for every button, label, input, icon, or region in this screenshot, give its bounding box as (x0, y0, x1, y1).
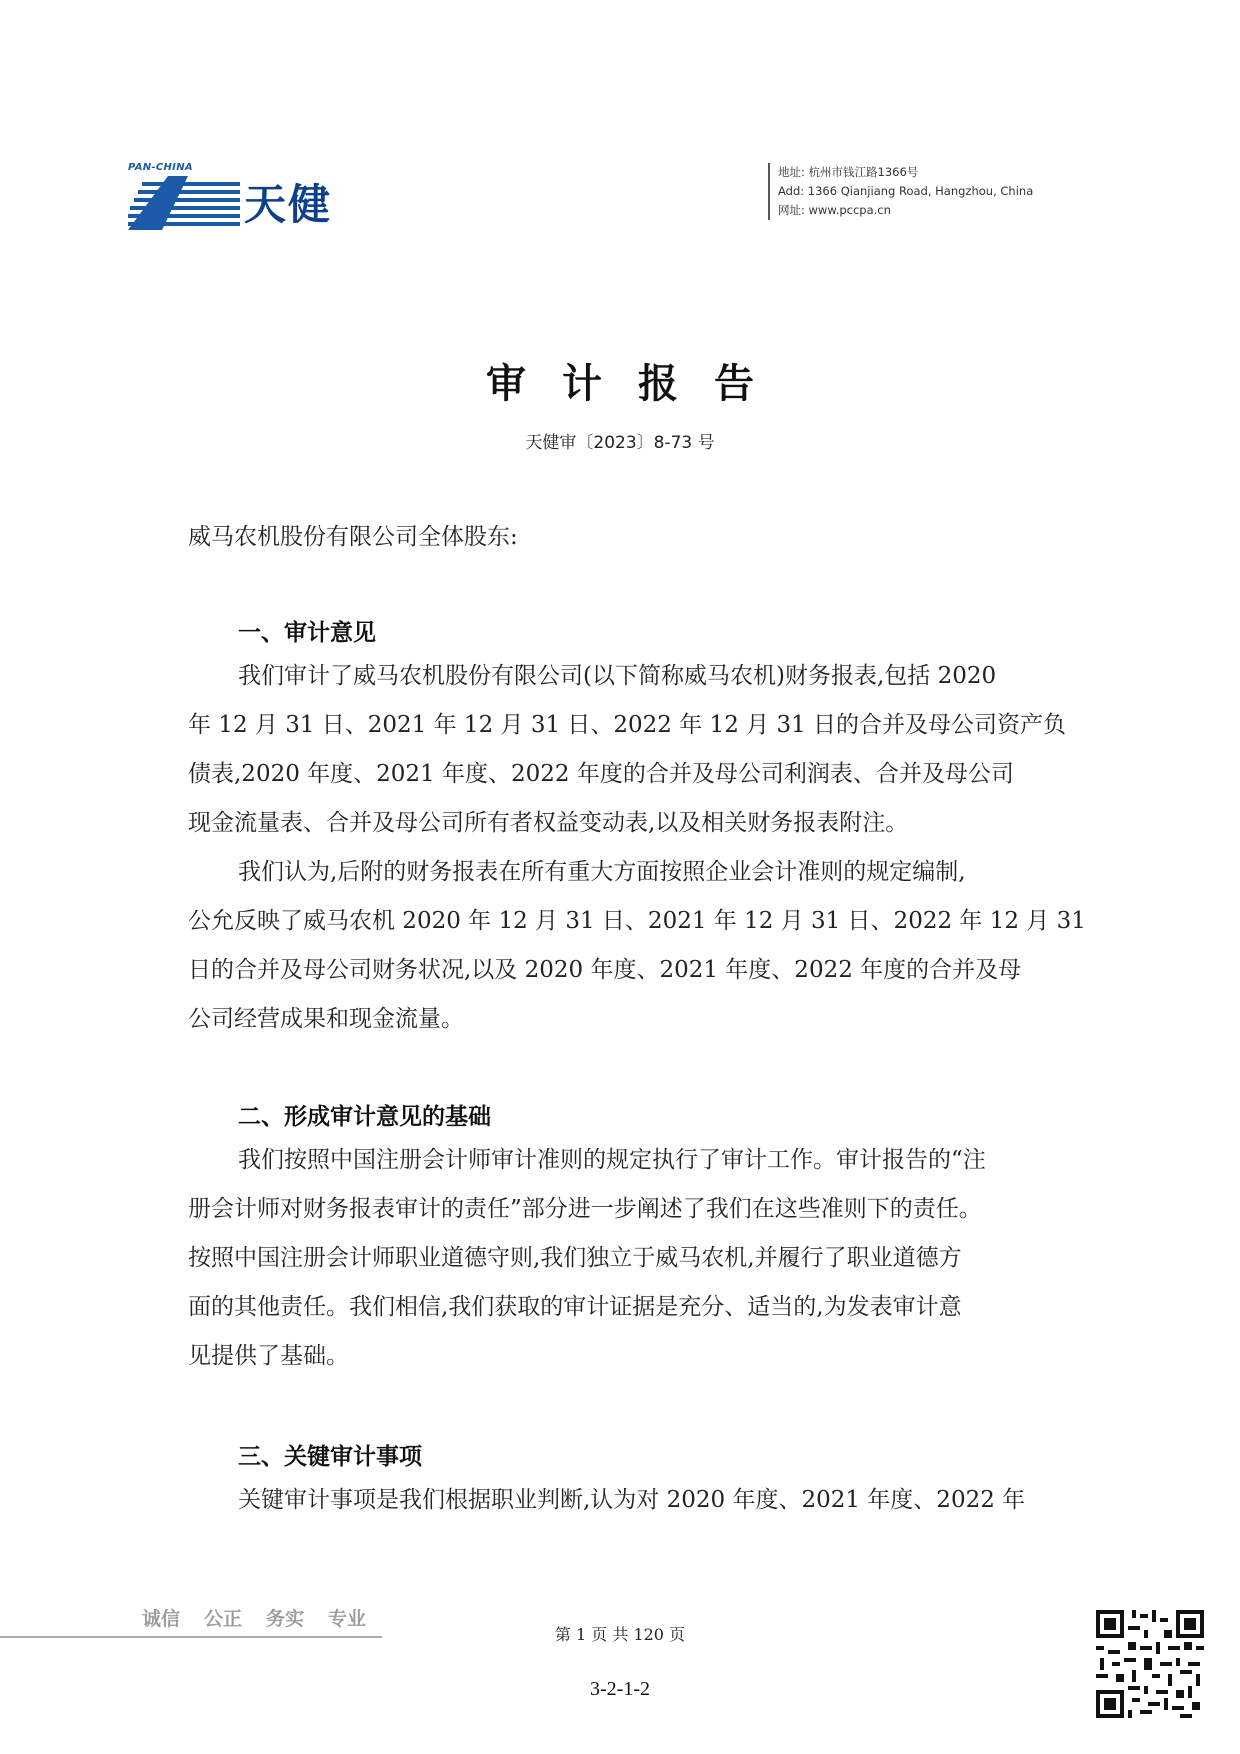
section-heading-key-matters: 三、关键审计事项 (238, 1444, 422, 1470)
logo-brand-text: PAN-CHINA (128, 162, 193, 173)
paragraph-basis (188, 1136, 1048, 1381)
text-line: 年 12 月 31 日、2021 年 12 月 31 日、2022 年 12 月 31 日的合并及母公司资产负 (188, 712, 1067, 738)
slogan-item: 诚信 (142, 1608, 181, 1630)
website: 网址: www.pccpa.cn (778, 203, 891, 217)
text-line: 公允反映了威马农机 2020 年 12 月 31 日、2021 年 12 月 31 日、2022 年 12 月 31 (188, 908, 1086, 934)
document-number: 天健审〔2023〕8-73 号 (525, 433, 715, 453)
slogan-item: 公正 (204, 1608, 243, 1630)
text-line: 我们按照中国注册会计师审计准则的规定执行了审计工作。审计报告的“注 (238, 1147, 986, 1173)
qr-code-icon (1096, 1610, 1204, 1718)
text-line: 册会计师对财务报表审计的责任”部分进一步阐述了我们在这些准则下的责任。 (188, 1196, 982, 1222)
slogan-item: 务实 (266, 1608, 305, 1630)
header-contact-info (768, 163, 1033, 220)
text-line: 债表,2020 年度、2021 年度、2022 年度的合并及母公司利润表、合并及母公司 (188, 761, 1014, 787)
section-heading-basis: 二、形成审计意见的基础 (238, 1104, 491, 1130)
page-indicator: 第 1 页 共 120 页 (554, 1625, 686, 1644)
text-line: 公司经营成果和现金流量。 (188, 1006, 464, 1032)
text-line: 关键审计事项是我们根据职业判断,认为对 2020 年度、2021 年度、2022 年 (238, 1487, 1026, 1513)
paragraph-key-matters (188, 1476, 1048, 1525)
text-line: 日的合并及母公司财务状况,以及 2020 年度、2021 年度、2022 年度的合并及母 (188, 957, 1022, 983)
text-line: 面的其他责任。我们相信,我们获取的审计证据是充分、适当的,为发表审计意 (188, 1294, 962, 1320)
section-heading-audit-opinion: 一、审计意见 (238, 620, 376, 646)
company-logo (128, 162, 358, 232)
address-cn: 地址: 杭州市钱江路1366号 (778, 165, 919, 179)
address-en: Add: 1366 Qianjiang Road, Hangzhou, China (778, 184, 1034, 198)
slogan-item: 专业 (328, 1608, 367, 1630)
text-line: 见提供了基础。 (188, 1343, 349, 1369)
logo-name: 天健 (244, 180, 333, 229)
page-code: 3-2-1-2 (590, 1678, 650, 1700)
text-line: 按照中国注册会计师职业道德守则,我们独立于威马农机,并履行了职业道德方 (188, 1245, 962, 1271)
logo-mark-icon (128, 176, 240, 230)
paragraph-audit-scope (188, 652, 1067, 848)
paragraph-opinion (188, 848, 1086, 1044)
text-line: 我们认为,后附的财务报表在所有重大方面按照企业会计准则的规定编制, (238, 859, 966, 885)
text-line: 我们审计了威马农机股份有限公司(以下简称威马农机)财务报表,包括 2020 (238, 663, 997, 689)
addressee: 威马农机股份有限公司全体股东: (188, 524, 518, 550)
text-line: 现金流量表、合并及母公司所有者权益变动表,以及相关财务报表附注。 (188, 810, 909, 836)
page-title: 审计报告 (486, 361, 790, 407)
